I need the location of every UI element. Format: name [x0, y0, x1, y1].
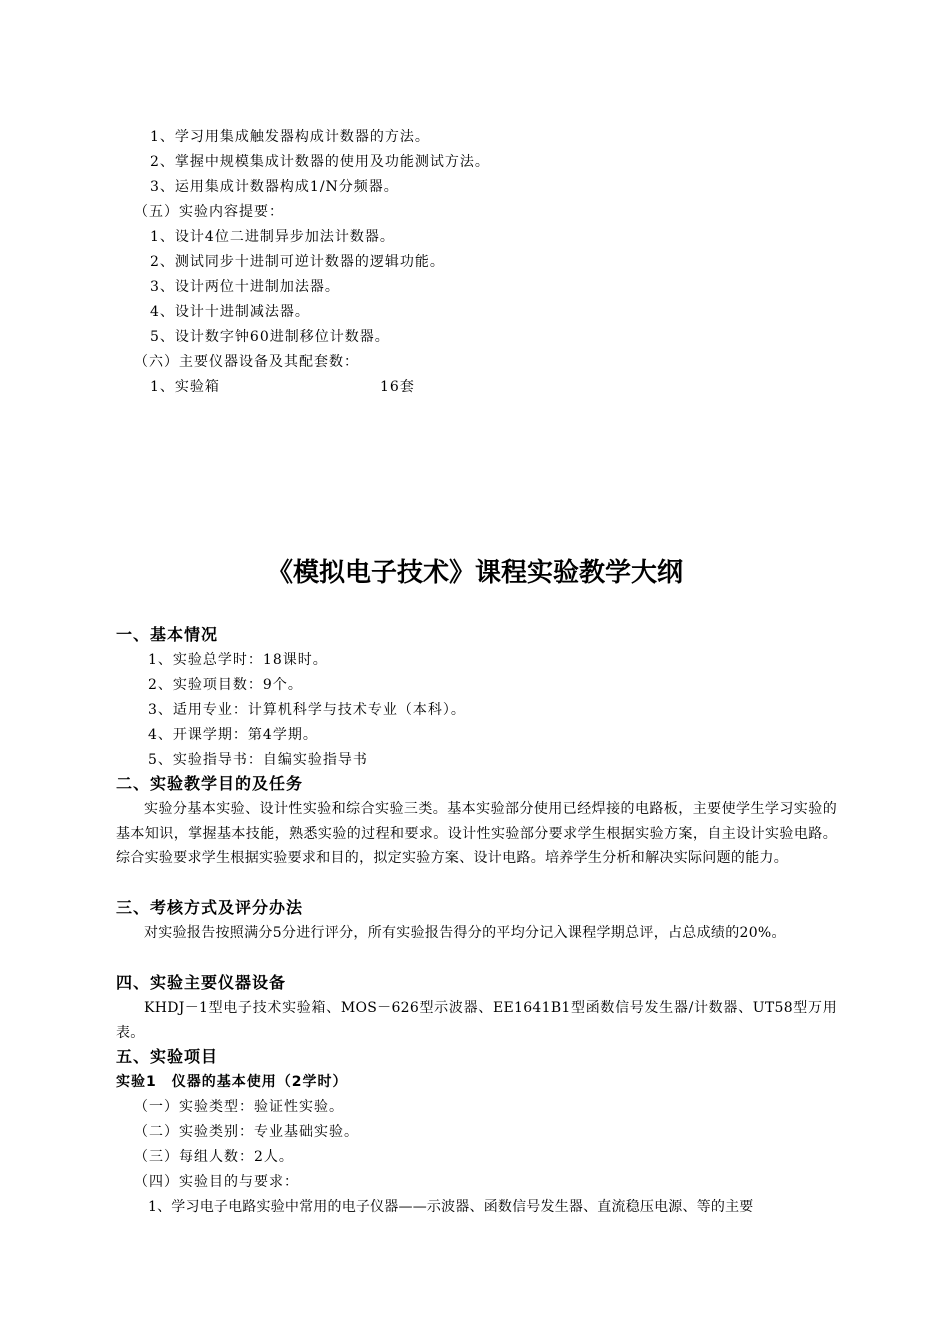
- section5-heading: 五、实验项目: [116, 1047, 219, 1066]
- purpose-item-1: 1、学习用集成触发器构成计数器的方法。: [150, 129, 430, 145]
- section4-heading: 四、实验主要仪器设备: [116, 973, 287, 992]
- equipment-item-name: 1、实验箱: [150, 379, 220, 395]
- section1-item-4: 4、开课学期：第4学期。: [148, 727, 318, 743]
- purpose-item-3: 3、运用集成计数器构成1/N分频器。: [150, 179, 399, 195]
- experiment1-category: （二）实验类别：专业基础实验。: [134, 1124, 359, 1140]
- equipment-item: [150, 377, 650, 397]
- purpose-item-2: 2、掌握中规模集成计数器的使用及功能测试方法。: [150, 154, 490, 170]
- content-item-2: 2、测试同步十进制可逆计数器的逻辑功能。: [150, 254, 445, 270]
- section1-item-5: 5、实验指导书：自编实验指导书: [148, 752, 368, 768]
- content-item-1: 1、设计4位二进制异步加法计数器。: [150, 229, 395, 245]
- section1-item-3: 3、适用专业：计算机科学与技术专业（本科）。: [148, 702, 466, 718]
- section4-text: KHDJ－1型电子技术实验箱、MOS－626型示波器、EE1641B1型函数信号发生器/计数器、UT58型万用表。: [116, 1000, 837, 1041]
- content-item-3: 3、设计两位十进制加法器。: [150, 279, 340, 295]
- experiment1-type: （一）实验类型：验证性实验。: [134, 1099, 344, 1115]
- section1-item-1: 1、实验总学时：18课时。: [148, 652, 328, 668]
- equipment-heading: （六）主要仪器设备及其配套数：: [134, 354, 359, 370]
- content-heading: （五）实验内容提要：: [134, 204, 284, 220]
- experiment1-group-size: （三）每组人数：2人。: [134, 1149, 294, 1165]
- section3-heading: 三、考核方式及评分办法: [116, 898, 304, 917]
- experiment1-purpose-heading: （四）实验目的与要求：: [134, 1174, 299, 1190]
- section2-text: 实验分基本实验、设计性实验和综合实验三类。基本实验部分使用已经焊接的电路板，主要使学生学习实验的基本知识，掌握基本技能，熟悉实验的过程和要求。设计性实验部分要求学生根据实验方案，自主设计实验电路。综合实验要求学生根据实验要求和目的，拟定实验方案、设计电路。培养学生分析和解决实际问题的能力。: [116, 801, 837, 866]
- page-title: 《模拟电子技术》课程实验教学大纲: [266, 558, 683, 588]
- content-item-4: 4、设计十进制减法器。: [150, 304, 310, 320]
- experiment1-purpose-item-1: 1、学习电子电路实验中常用的电子仪器——示波器、函数信号发生器、直流稳压电源、等的主要: [148, 1199, 754, 1215]
- experiment1-title: 实验1 仪器的基本使用（2学时）: [116, 1074, 348, 1090]
- section2-heading: 二、实验教学目的及任务: [116, 774, 304, 793]
- equipment-item-qty: 16套: [380, 379, 415, 395]
- section1-item-2: 2、实验项目数：9个。: [148, 677, 303, 693]
- section3-text: 对实验报告按照满分5分进行评分，所有实验报告得分的平均分记入课程学期总评，占总成绩的20%。: [144, 925, 786, 941]
- content-item-5: 5、设计数字钟60进制移位计数器。: [150, 329, 390, 345]
- section1-heading: 一、基本情况: [116, 625, 219, 644]
